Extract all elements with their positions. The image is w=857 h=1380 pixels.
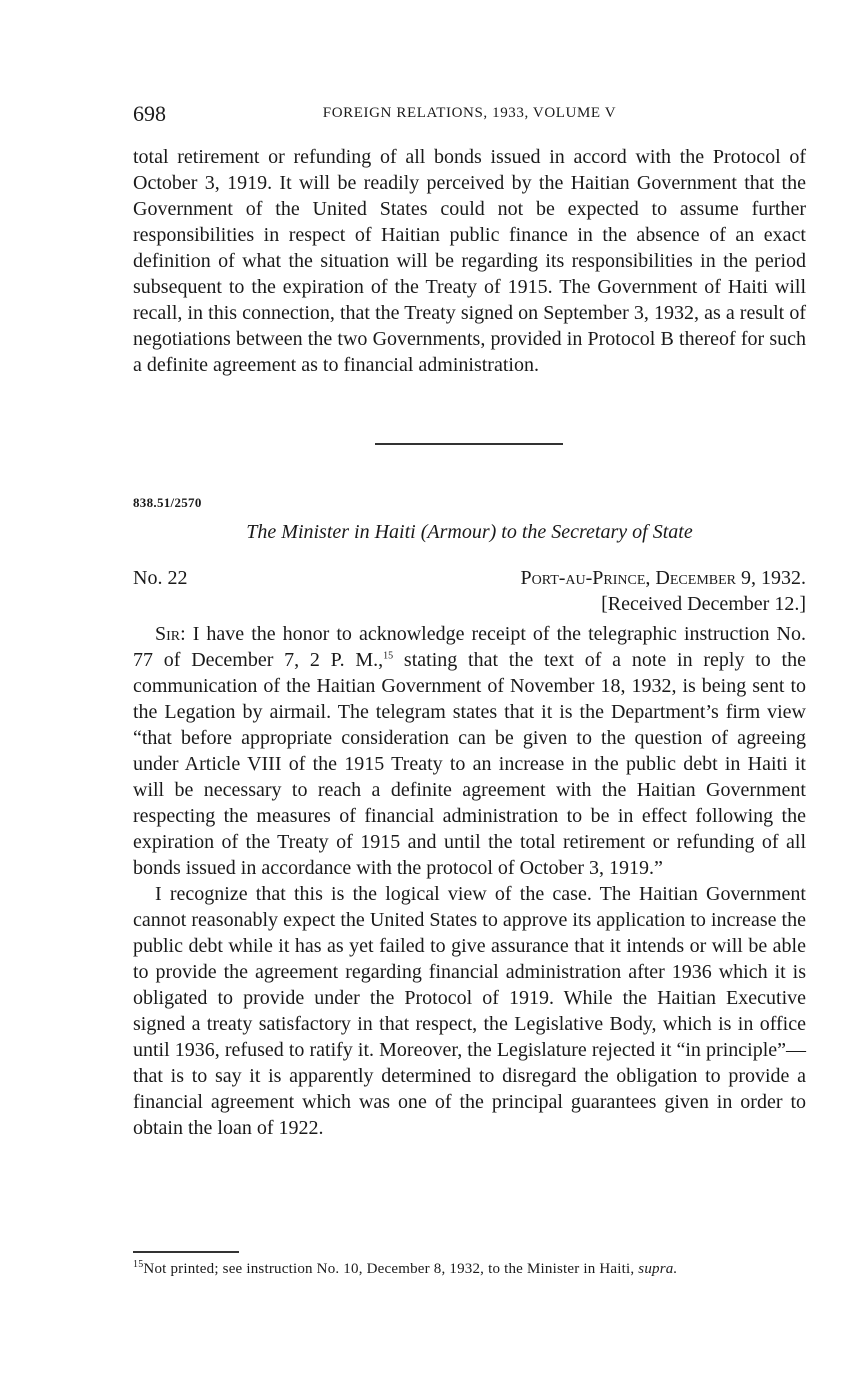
footnote-text: Not printed; see instruction No. 10, December 8, 1932, to the Minister in Haiti, bbox=[143, 1261, 639, 1277]
received-date: [Received December 12.] bbox=[601, 593, 806, 615]
salutation: Sir: bbox=[155, 623, 186, 645]
letter-paragraph-1 bbox=[133, 621, 806, 881]
page-number: 698 bbox=[133, 101, 166, 126]
paragraph-1-text-b: stating that the text of a note in reply to the communication of the Haitian Government of November 18, 1932, is being sent to the Legation by airmail. The telegram states that it is the Department’s firm view “that before appropriate consideration can be given to the question of agreeing under Article VIII of the 1915 Treaty to an increase in the public debt in Haiti it will be necessary to reach a definite agreement with the Haitian Government respecting the measures of financial administration to be in effect following the expiration of the Treaty of 1915 and until the total retirement or refunding of all bonds issued in accordance with the protocol of October 3, 1919.” bbox=[133, 649, 806, 879]
continuation-paragraph: total retirement or refunding of all bonds issued in accord with the Protocol of October 3, 1919. It will be readily perceived by the Haitian Government that the Government of the United States could not be expected to assume further responsibilities in respect of Haitian public finance in the absence of an exact definition of what the situation will be regarding its responsibilities in the period subsequent to the expiration of the Treaty of 1915. The Government of Haiti will recall, in this connection, that the Treaty signed on September 3, 1932, as a result of negotiations between the two Governments, provided in Protocol B thereof for such a definite agreement as to financial administration. bbox=[133, 146, 806, 376]
letter-body bbox=[133, 621, 806, 1141]
footnote-italic: supra. bbox=[638, 1261, 678, 1277]
place-date: Port-au-Prince, December 9, 1932. bbox=[520, 567, 806, 589]
footnote-marker: 15 bbox=[133, 1259, 144, 1270]
footnote bbox=[133, 1259, 806, 1279]
footnote-reference: 15 bbox=[383, 650, 394, 662]
dispatch-number: No. 22 bbox=[133, 567, 188, 589]
file-number: 838.51/2570 bbox=[133, 495, 202, 510]
paragraph-1-text-a: I have the honor to acknowledge receipt of the telegraphic instruction No. 77 of December 7, 2 P. M., bbox=[133, 623, 806, 671]
page-header bbox=[133, 101, 806, 127]
letter-paragraph-2: I recognize that this is the logical view of the case. The Haitian Government cannot reasonably expect the United States to approve its application to increase the public debt while it has as yet failed to give assurance that it intends or will be able to provide the agreement regarding financial administration after 1936 which it is obligated to provide under the Protocol of 1919. While the Haitian Executive signed a treaty satisfactory in that respect, the Legislative Body, which is in office until 1936, refused to ratify it. Moreover, the Legislature rejected it “in principle”—that is to say it is apparently determined to disregard the obligation to provide a financial agreement which was one of the principal guarantees given in order to obtain the loan of 1922. bbox=[133, 883, 806, 1139]
running-title: FOREIGN RELATIONS, 1933, VOLUME V bbox=[322, 105, 617, 121]
footnote-rule bbox=[133, 1251, 239, 1253]
section-divider bbox=[375, 443, 563, 445]
document-title: The Minister in Haiti (Armour) to the Secretary of State bbox=[246, 521, 693, 543]
